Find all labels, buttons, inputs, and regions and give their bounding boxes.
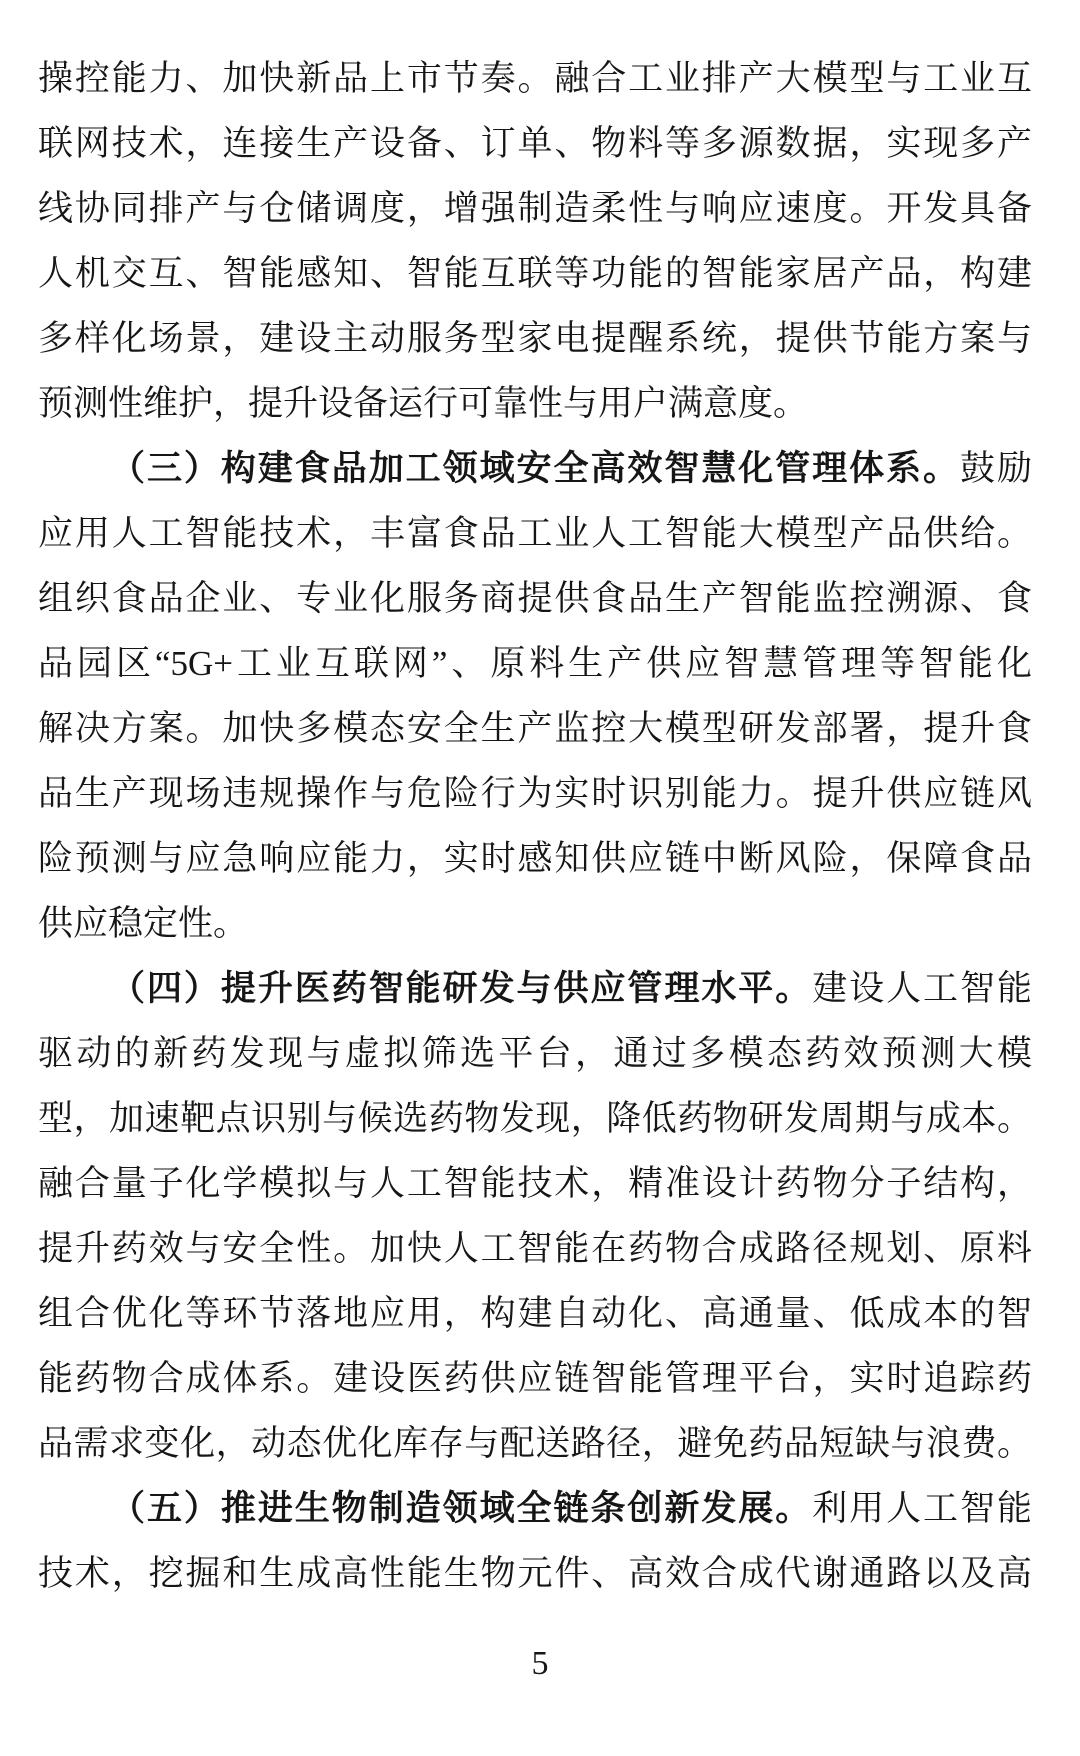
paragraph-end-line: 供应稳定性。 <box>38 904 249 943</box>
text-block <box>38 46 1032 1606</box>
text-line: 解决方案。加快多模态安全生产监控大模型研发部署，提升食 <box>38 709 1032 748</box>
section-heading-line-4 <box>38 956 1032 1021</box>
text-line: 型，加速靶点识别与候选药物发现，降低药物研发周期与成本。 <box>38 1099 1032 1138</box>
section-heading-line-5 <box>38 1476 1032 1541</box>
section-heading-line-3 <box>38 436 1032 501</box>
text-line: 能药物合成体系。建设医药供应链智能管理平台，实时追踪药 <box>38 1359 1032 1398</box>
paragraph-end-line: 预测性维护，提升设备运行可靠性与用户满意度。 <box>38 384 809 423</box>
text-line: 品园区“5G+工业互联网”、原料生产供应智慧管理等智能化 <box>38 644 1032 683</box>
text-line: 险预测与应急响应能力，实时感知供应链中断风险，保障食品 <box>38 839 1032 878</box>
page-number: 5 <box>531 1645 549 1682</box>
section-body-start: 建设人工智能 <box>812 969 1032 1008</box>
section-heading-3: （三）构建食品加工领域安全高效智慧化管理体系。 <box>110 449 961 488</box>
text-line: 操控能力、加快新品上市节奏。融合工业排产大模型与工业互 <box>38 59 1032 98</box>
text-line: 品生产现场违规操作与危险行为实时识别能力。提升供应链风 <box>38 774 1032 813</box>
text-line: 技术，挖掘和生成高性能生物元件、高效合成代谢通路以及高 <box>38 1554 1032 1593</box>
text-line: 组合优化等环节落地应用，构建自动化、高通量、低成本的智 <box>38 1294 1032 1333</box>
text-line: 多样化场景，建设主动服务型家电提醒系统，提供节能方案与 <box>38 319 1032 358</box>
text-line: 人机交互、智能感知、智能互联等功能的智能家居产品，构建 <box>38 254 1032 293</box>
section-heading-5: （五）推进生物制造领域全链条创新发展。 <box>110 1489 813 1528</box>
section-heading-4: （四）提升医药智能研发与供应管理水平。 <box>110 969 813 1008</box>
text-line: 组织食品企业、专业化服务商提供食品生产智能监控溯源、食 <box>38 579 1032 618</box>
text-line: 线协同排产与仓储调度，增强制造柔性与响应速度。开发具备 <box>38 189 1032 228</box>
section-body-start: 鼓励 <box>960 449 1032 488</box>
text-line: 融合量子化学模拟与人工智能技术，精准设计药物分子结构， <box>38 1164 1032 1203</box>
text-line: 联网技术，连接生产设备、订单、物料等多源数据，实现多产 <box>38 124 1032 163</box>
text-line: 品需求变化，动态优化库存与配送路径，避免药品短缺与浪费。 <box>38 1424 1032 1463</box>
text-line: 提升药效与安全性。加快人工智能在药物合成路径规划、原料 <box>38 1229 1032 1268</box>
text-line: 应用人工智能技术，丰富食品工业人工智能大模型产品供给。 <box>38 514 1032 553</box>
section-body-start: 利用人工智能 <box>812 1489 1032 1528</box>
text-line: 驱动的新药发现与虚拟筛选平台，通过多模态药效预测大模 <box>38 1034 1032 1073</box>
